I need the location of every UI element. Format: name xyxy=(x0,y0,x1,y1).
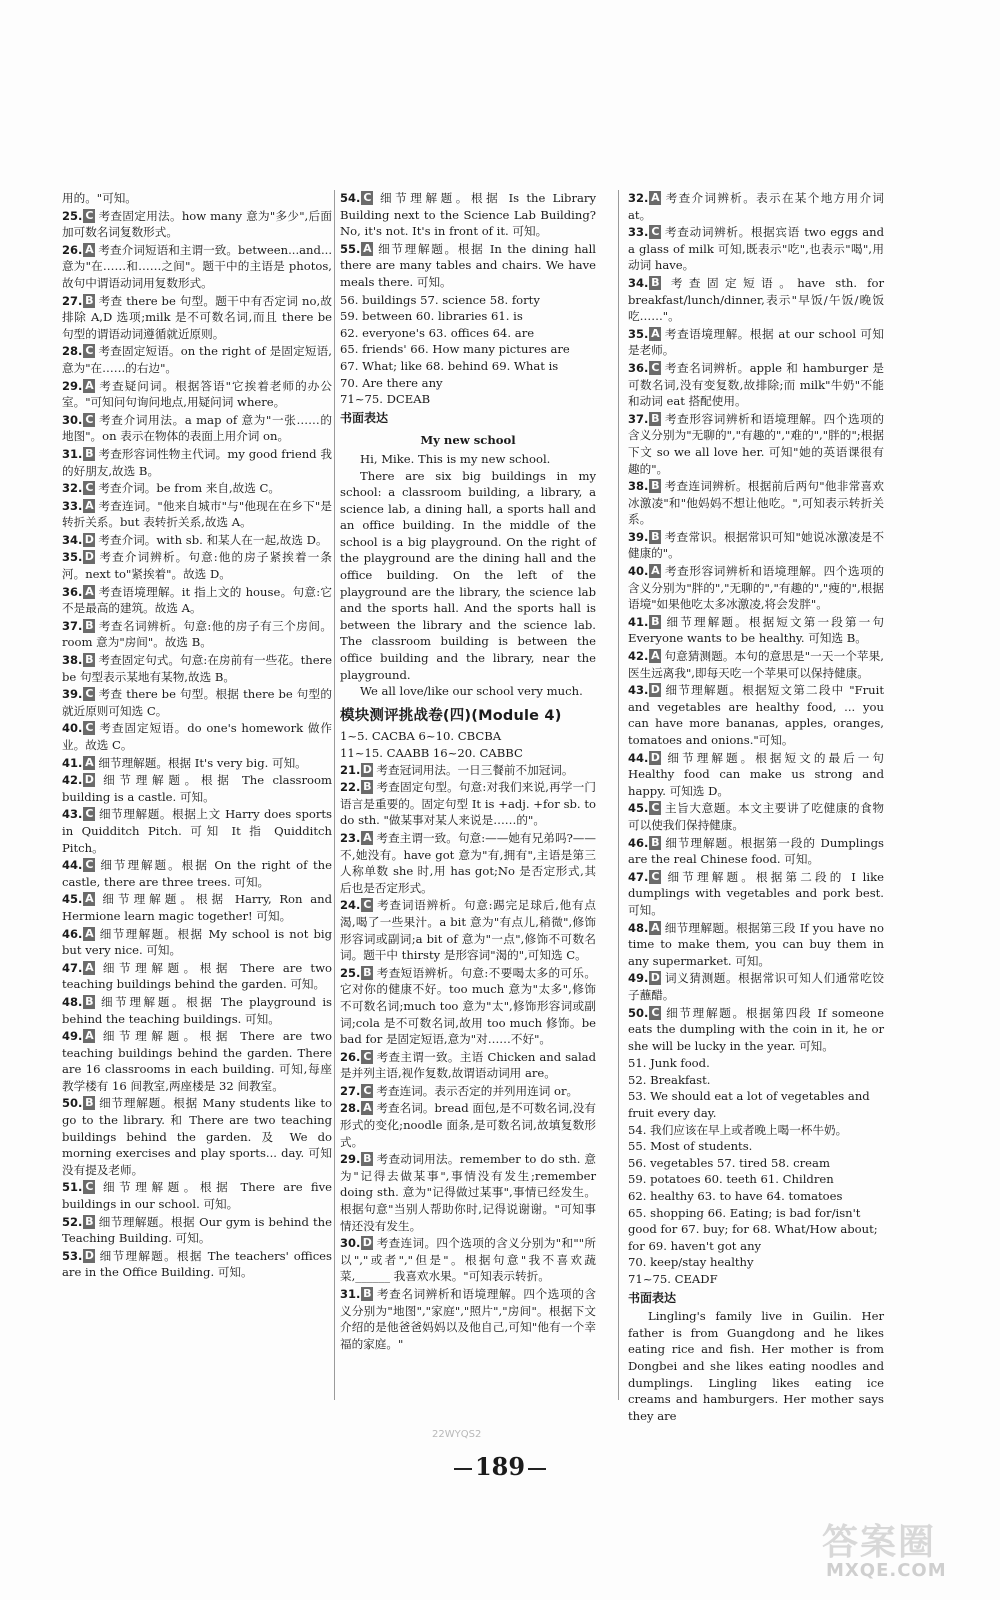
answer-item xyxy=(628,750,884,800)
answer-letter-badge: B xyxy=(651,614,660,628)
explanation-text: 考查 there be 句型。题干中有否定词 no,故排除 A,D 选项;milk 是不可数名词,而且 there be 句型的谓语动词遵循就近原则。 xyxy=(62,293,332,341)
answer-letter-badge: C xyxy=(363,1049,372,1063)
question-number: 51. xyxy=(62,1180,83,1195)
column-divider xyxy=(334,190,335,1400)
answer-letter-badge: B xyxy=(85,446,94,460)
answer-column-1 xyxy=(62,190,332,1282)
answer-item xyxy=(62,532,332,549)
essay-title: My new school xyxy=(420,433,516,448)
explanation-text: 考查形容词辨析和语境理解。四个选项的含义分别为"胖的","无聊的","有趣的","瘦的",根据语境"如果他吃太多冰激凌,将会发胖"。 xyxy=(628,564,884,612)
answer-letter-badge: B xyxy=(85,618,94,632)
answer-letter-badge: A xyxy=(85,1029,94,1043)
answer-column-2 xyxy=(340,190,596,1353)
answer-item xyxy=(62,772,332,805)
answer-letter-badge: B xyxy=(651,835,660,849)
answer-letter-badge: A xyxy=(651,326,660,340)
explanation-text: 考查形容词性物主代词。my good friend 我的好朋友,故选 B。 xyxy=(62,446,332,478)
question-number: 49. xyxy=(628,971,649,986)
answer-letter-badge: D xyxy=(84,550,94,564)
answer-letter-badge: A xyxy=(85,926,94,940)
answer-item xyxy=(62,1179,332,1212)
answer-letter-badge: C xyxy=(363,191,372,204)
answer-letter-badge: B xyxy=(363,780,372,794)
question-number: 47. xyxy=(628,869,649,884)
question-number: 23. xyxy=(340,830,361,845)
fill-answer-line: 62. healthy 63. to have 64. tomatoes xyxy=(628,1189,843,1204)
question-number: 46. xyxy=(628,835,649,850)
explanation-text: 考查连词。"他来自城市"与"他现在在乡下"是转折关系。but 表转折关系,故选 A。 xyxy=(62,498,332,530)
answer-letter-badge: B xyxy=(651,479,660,493)
module-title: 模块测评挑战卷(四)(Module 4) xyxy=(340,707,562,724)
fill-answer-line: 56. buildings 57. science 58. forty xyxy=(340,292,540,307)
explanation-text: 考查名词辨析。apple 和 hamburger 是可数名词,没有变复数,故排除;而 milk"牛奶"不能和动词 eat 搭配使用。 xyxy=(628,360,884,409)
answer-item xyxy=(628,1005,884,1055)
explanation-text: 细节理解题。根据第二段的 I like dumplings with vegetables and pork best. 可知。 xyxy=(628,869,884,917)
writing-heading: 书面表达 xyxy=(340,410,389,425)
question-number: 40. xyxy=(62,721,83,736)
answer-column-3 xyxy=(628,190,884,1424)
answer-letter-badge: A xyxy=(363,830,372,844)
question-number: 41. xyxy=(62,755,83,770)
choice-answers: 11~15. CAABB 16~20. CABBC xyxy=(340,746,523,760)
explanation-text: 细节理解题。根据 Our gym is behind the Teaching Building. 可知。 xyxy=(62,1214,332,1246)
answer-letter-badge: B xyxy=(363,1152,372,1166)
answer-item xyxy=(628,869,884,919)
fill-answer-line: 54. 我们应该在早上或者晚上喝一杯牛奶。 xyxy=(628,1122,848,1137)
answer-item xyxy=(340,1083,596,1100)
explanation-text: 细节理解题。根据 In the dining hall there are many tables and chairs. We have meals there. 可知。 xyxy=(340,241,596,289)
answer-item xyxy=(62,498,332,531)
explanation-text: 考查 there be 句型。根据 there be 句型的就近原则可知选 C。 xyxy=(62,687,332,718)
answer-item xyxy=(62,1095,332,1178)
answer-letter-badge: A xyxy=(363,241,372,255)
answer-item xyxy=(62,720,332,753)
explanation-text: 词义猜测题。根据常识可知人们通常吃饺子蘸醋。 xyxy=(628,971,884,1002)
fill-answer-line: 52. Breakfast. xyxy=(628,1072,711,1087)
explanation-text: 考查固定句型。句意:对我们来说,再学一门语言是重要的。固定句型 It is +adj. +for sb. to do sth. "做某事对某人来说是……的"。 xyxy=(340,780,596,828)
answer-letter-badge: A xyxy=(651,649,660,663)
answer-item xyxy=(62,343,332,376)
answer-letter-badge: B xyxy=(85,994,94,1008)
question-number: 34. xyxy=(62,532,83,547)
explanation-text: 考查词语辨析。句意:踢完足球后,他有点渴,喝了一些果汁。a bit 意为"有点儿,稍微",修饰形容词或副词;a bit of 意为"一点",修饰不可数名词。题干中 thirsty 是形容词"渴的",可知选 C。 xyxy=(340,898,596,963)
question-number: 47. xyxy=(62,960,83,975)
answer-item xyxy=(62,549,332,582)
explanation-text: 细节理解题。根据 There are five buildings in our school. 可知。 xyxy=(62,1180,332,1212)
question-number: 48. xyxy=(62,994,83,1009)
question-number: 39. xyxy=(62,687,83,702)
answer-item xyxy=(62,190,332,207)
question-number: 26. xyxy=(340,1049,361,1064)
answer-item xyxy=(628,275,884,325)
question-number: 27. xyxy=(340,1083,361,1098)
explanation-text: 考查介词辨析。表示在某个地方用介词 at。 xyxy=(628,191,884,222)
explanation-text: 细节理解题。根据 On the right of the castle, there are three trees. 可知。 xyxy=(62,858,332,889)
fill-answer-line: 53. We should eat a lot of vegetables and fruit every day. xyxy=(628,1089,870,1121)
explanation-text: 考查疑问词。根据答语"它挨着老师的办公室。"可知问句询问地点,用疑问词 where。 xyxy=(62,378,332,410)
answer-item xyxy=(340,965,596,1048)
answer-item xyxy=(62,412,332,445)
explanation-text: 细节理解题。根据 Many students like to go to the library. 和 There are two teaching buildings behind the garden. 及 We do morning exercises and play sports... day. 可知没有提及老师。 xyxy=(62,1096,332,1177)
explanation-text: 考查介词用法。a map of 意为"一张……的地图"。on 表示在物体的表面上用介词 on。 xyxy=(62,412,332,444)
answer-letter-badge: D xyxy=(362,762,372,776)
answer-item xyxy=(62,994,332,1027)
question-number: 27. xyxy=(62,293,83,308)
question-number: 37. xyxy=(628,411,649,426)
explanation-text: 考查连词。表示否定的并列用连词 or。 xyxy=(376,1083,579,1098)
writing-heading: 书面表达 xyxy=(628,1290,677,1305)
explanation-text: 考查介词。be from 来自,故选 C。 xyxy=(98,481,281,496)
explanation-text: 细节理解题。根据 The teachers' offices are in the Office Building. 可知。 xyxy=(62,1248,332,1280)
answer-letter-badge: D xyxy=(650,750,660,764)
answer-item xyxy=(62,618,332,651)
answer-letter-badge: B xyxy=(85,1214,94,1228)
explanation-text: 考查固定短语。have sth. for breakfast/lunch/dinner,表示"早饭/午饭/晚饭吃……"。 xyxy=(628,275,884,324)
answer-letter-badge: B xyxy=(363,1287,372,1300)
answer-letter-badge: A xyxy=(85,892,94,906)
question-number: 31. xyxy=(340,1287,361,1301)
answer-letter-badge: B xyxy=(85,653,94,667)
answer-item xyxy=(340,897,596,963)
answer-letter-badge: D xyxy=(650,971,660,985)
explanation-text: 考查常识。根据常识可知"她说冰激凌是不健康的"。 xyxy=(628,529,884,561)
answer-item xyxy=(628,800,884,833)
answer-letter-badge: C xyxy=(85,412,94,426)
question-number: 50. xyxy=(628,1005,649,1020)
answer-letter-badge: C xyxy=(85,807,94,821)
question-number: 37. xyxy=(62,618,83,633)
answer-letter-badge: D xyxy=(650,683,660,697)
explanation-text: 考查动词辨析。根据宾语 two eggs and a glass of milk 可知,既表示"吃",也表示"喝",用动词 have。 xyxy=(628,225,884,273)
question-number: 45. xyxy=(628,801,649,816)
answer-item xyxy=(628,648,884,681)
question-number: 32. xyxy=(62,481,83,496)
question-number: 50. xyxy=(62,1096,83,1111)
answer-item xyxy=(62,755,332,772)
answer-item xyxy=(62,1214,332,1247)
explanation-text: 句意猜测题。本句的意思是"一天一个苹果,医生远离我",即每天吃一个苹果可以保持健康。 xyxy=(628,649,884,680)
answer-letter-badge: A xyxy=(363,1101,372,1115)
answer-letter-badge: D xyxy=(84,1248,94,1262)
question-number: 48. xyxy=(628,920,649,935)
question-number: 26. xyxy=(62,242,83,257)
watermark-logo xyxy=(822,1512,972,1582)
answer-item xyxy=(62,242,332,292)
answer-item xyxy=(628,563,884,613)
explanation-text: 细节理解题。根据第四段 If someone eats the dumpling with the coin in it, he or she will be lucky in the year. 可知。 xyxy=(628,1005,884,1053)
essay-paragraph: Lingling's family live in Guilin. Her father is from Guangdong and he likes eating rice and fish. Her mother is from Dongbei and she likes eating noodles and dumplings. Lingling likes eating ice creams and hamburgers. Her mother says they are xyxy=(628,1309,884,1423)
answer-letter-badge: A xyxy=(85,498,94,512)
question-number: 42. xyxy=(628,649,649,664)
explanation-text: 考查语境理解。根据 at our school 可知是老师。 xyxy=(628,326,884,358)
answer-letter-badge: C xyxy=(651,360,660,374)
question-number: 24. xyxy=(340,898,361,913)
question-number: 46. xyxy=(62,926,83,941)
question-number: 32. xyxy=(628,191,649,205)
essay-paragraph: We all love/like our school very much. xyxy=(360,684,583,699)
answer-item xyxy=(628,411,884,477)
answer-letter-badge: B xyxy=(363,965,372,979)
question-number: 25. xyxy=(62,208,83,223)
question-number: 53. xyxy=(62,1248,83,1263)
answer-letter-badge: A xyxy=(85,960,94,974)
explanation-text: 细节理解题。根据 Is the Library Building next to the Science Lab Building? No, it's not. It's in front of it. 可知。 xyxy=(340,191,596,239)
question-number: 30. xyxy=(62,412,83,427)
model-essay xyxy=(628,1308,884,1424)
explanation-text: 细节理解题。根据 The playground is behind the teaching buildings. 可知。 xyxy=(62,994,332,1026)
answer-letter-badge: C xyxy=(85,1180,94,1194)
explanation-text: 考查介词短语和主谓一致。between...and... 意为"在……和……之间"。题干中的主语是 photos,故句中谓语动词用复数形式。 xyxy=(62,242,332,290)
print-code: 22WYQS2 xyxy=(432,1429,482,1440)
question-number: 49. xyxy=(62,1029,83,1044)
answer-item xyxy=(340,1100,596,1150)
answer-item xyxy=(340,241,596,291)
answer-item xyxy=(62,480,332,497)
explanation-text: 考查名词辨析和语境理解。四个选项的含义分别为"地图","家庭","照片","房间"。根据下文介绍的是他爸爸妈妈以及他自己,可知"他有一个幸福的家庭。" xyxy=(340,1287,596,1351)
answer-letter-badge: A xyxy=(85,755,94,769)
answer-letter-badge: C xyxy=(651,869,660,883)
answer-item xyxy=(628,224,884,274)
explanation-text: 考查介词。with sb. 和某人在一起,故选 D。 xyxy=(98,532,328,547)
answer-item xyxy=(62,1028,332,1094)
column-divider xyxy=(618,190,619,1400)
explanation-text: 细节理解题。根据第一段的 Dumplings are the real Chinese food. 可知。 xyxy=(628,835,884,867)
answer-item xyxy=(340,1151,596,1234)
question-number: 38. xyxy=(628,479,649,494)
answer-item xyxy=(340,830,596,896)
explanation-text: 考查连词。四个选项的含义分别为"和""所以","或者","但是"。根据句意"我不喜欢蔬菜,______ 我喜欢水果。"可知表示转折。 xyxy=(340,1236,596,1284)
explanation-text: 考查介词辨析。句意:他的房子紧挨着一条河。next to"紧挨着"。故选 D。 xyxy=(62,550,332,582)
question-number: 52. xyxy=(62,1214,83,1229)
answer-letter-badge: A xyxy=(651,920,660,934)
explanation-text: 考查语境理解。it 指上文的 house。句意:它不是最高的建筑。故选 A。 xyxy=(62,584,332,616)
explanation-text: 细节理解题。根据第三段 If you have no time to make them, you can buy them in any supermarket. 可知。 xyxy=(628,920,884,968)
fill-answer-line: 70. Are there any xyxy=(340,375,443,390)
answer-letter-badge: C xyxy=(85,858,94,872)
explanation-text: 细节理解题。根据 Harry, Ron and Hermione learn magic together! 可知。 xyxy=(62,892,332,923)
question-number: 33. xyxy=(62,498,83,513)
question-number: 28. xyxy=(62,344,83,359)
answer-item xyxy=(628,326,884,359)
question-number: 28. xyxy=(340,1101,361,1116)
question-number: 39. xyxy=(628,529,649,544)
fill-answer-line: 51. Junk food. xyxy=(628,1056,710,1071)
question-number: 35. xyxy=(628,326,649,341)
fill-answer-line: 55. Most of students. xyxy=(628,1139,753,1154)
question-number: 43. xyxy=(62,807,83,822)
essay-paragraph: There are six big buildings in my school: a classroom building, a library, a science lab, a dining hall, a sports hall and an office building. In the middle of the school is a big playground. On the right of the playground are the dining hall and the office building. On the left of the playground are the library, the science lab and the sports hall. And the sports hall is between the library and the science lab. The classroom building is between the office building and the library, near the playground. xyxy=(340,468,596,682)
answer-item xyxy=(340,1049,596,1082)
answer-letter-badge: C xyxy=(85,208,94,222)
fill-answer-line: 67. What; like 68. behind 69. What is xyxy=(340,358,559,373)
fill-answer-line: 62. everyone's 63. offices 64. are xyxy=(340,325,535,340)
explanation-text: 考查固定短语。do one's homework 做作业。故选 C。 xyxy=(62,721,332,752)
answer-item xyxy=(62,960,332,993)
question-number: 44. xyxy=(628,750,649,765)
answer-item xyxy=(628,920,884,970)
question-number: 38. xyxy=(62,653,83,668)
question-number: 36. xyxy=(628,360,649,375)
answer-letter-badge: A xyxy=(85,242,94,256)
answer-item xyxy=(628,614,884,647)
answer-letter-badge: C xyxy=(85,721,94,735)
explanation-text: 细节理解题。根据短文第二段中 "Fruit and vegetables are healthy food, ... you can have more bananas, apples, oranges, tomatoes and onions."可知。 xyxy=(628,683,884,747)
answer-letter-badge: D xyxy=(362,1236,372,1250)
answer-letter-badge: C xyxy=(85,344,94,358)
answer-item xyxy=(340,762,596,779)
logo-text: 答案圈 xyxy=(822,1522,937,1563)
answer-item xyxy=(62,686,332,719)
explanation-text: 考查固定用法。how many 意为"多少",后面加可数名词复数形式。 xyxy=(62,208,332,240)
fill-answer-line: 65. friends' 66. How many pictures are xyxy=(340,342,570,357)
explanation-text: 细节理解题。根据 The classroom building is a castle. 可知。 xyxy=(62,773,332,804)
answer-letter-badge: C xyxy=(651,225,660,239)
page-number: 189 xyxy=(440,1452,560,1481)
answer-letter-badge: B xyxy=(651,411,660,425)
question-number: 43. xyxy=(628,683,649,698)
answer-item xyxy=(62,926,332,959)
question-number: 40. xyxy=(628,564,649,579)
fill-answer-line: 59. potatoes 60. teeth 61. Children xyxy=(628,1172,834,1187)
answer-item xyxy=(628,478,884,528)
question-number: 29. xyxy=(340,1152,361,1167)
question-number: 29. xyxy=(62,378,83,393)
fill-answer-line: 65. shopping 66. Eating; is bad for/isn't good for 67. buy; for 68. What/How about; for 69. haven't got any xyxy=(628,1205,878,1253)
answer-letter-badge: B xyxy=(85,293,94,307)
question-number: 45. xyxy=(62,892,83,907)
question-number: 55. xyxy=(340,241,361,256)
explanation-text: 细节理解题。根据 There are two teaching buildings behind the garden. There are 16 classrooms in each building. 可知,每座教学楼有 16 间教室,两座楼是 32 间教室。 xyxy=(62,1029,332,1093)
question-number: 33. xyxy=(628,225,649,240)
question-number: 30. xyxy=(340,1236,361,1251)
explanation-text: 细节理解题。根据 It's very big. 可知。 xyxy=(98,755,307,770)
answer-item xyxy=(628,360,884,410)
question-number: 25. xyxy=(340,965,361,980)
answer-item xyxy=(62,857,332,890)
answer-item xyxy=(340,1286,596,1352)
explanation-text: 考查固定短语。on the right of 是固定短语,意为"在……的右边"。 xyxy=(62,344,332,375)
explanation-text: 考查名词。bread 面包,是不可数名词,没有形式的变化;noodle 面条,是可数名词,故填复数形式。 xyxy=(340,1101,596,1149)
question-number: 21. xyxy=(340,762,361,777)
answer-letter-badge: C xyxy=(363,898,372,912)
explanation-text: 细节理解题。根据 There are two teaching buildings behind the garden. 可知。 xyxy=(62,960,332,992)
answer-item xyxy=(62,293,332,343)
explanation-text: 考查固定句式。句意:在房前有一些花。there be 句型表示某地有某物,故选 B。 xyxy=(62,653,332,684)
model-essay xyxy=(340,432,596,700)
question-number: 22. xyxy=(340,780,361,795)
explanation-text: 细节理解题。根据短文的最后一句 Healthy food can make us strong and happy. 可知选 D。 xyxy=(628,750,884,798)
explanation-text: 考查形容词辨析和语境理解。四个选项的含义分别为"无聊的","有趣的","难的","胖的";根据下文 so we all love her. 可知"她的英语课很有趣的"。 xyxy=(628,411,884,476)
answer-letter-badge: C xyxy=(651,1005,660,1019)
answer-letter-badge: A xyxy=(651,191,660,204)
fill-answer-line: 59. between 60. libraries 61. is xyxy=(340,309,523,324)
answer-letter-badge: B xyxy=(85,1096,94,1110)
logo-domain: MXQE.COM xyxy=(826,1560,947,1581)
answer-item xyxy=(62,378,332,411)
question-number: 44. xyxy=(62,858,83,873)
answer-item xyxy=(62,446,332,479)
explanation-text: 考查主谓一致。句意:——她有兄弟吗?——不,她没有。have got 意为"有,拥有",主语是第三人称单数 she 时,用 has got;No 是否定形式,其后也是否定形式。 xyxy=(340,830,596,895)
answer-letter-badge: C xyxy=(85,481,94,495)
question-number: 42. xyxy=(62,773,83,788)
answer-item xyxy=(628,190,884,223)
answer-letter-badge: B xyxy=(651,275,660,289)
question-number: 54. xyxy=(340,191,361,205)
explanation-text: 考查短语辨析。句意:不要喝太多的可乐。它对你的健康不好。too much 意为"太多",修饰不可数名词;much too 意为"太",修饰形容词或副词;cola 是不可数名词,故用 too much 修饰。be bad for 是固定短语,意为"对……不好"。 xyxy=(340,965,596,1047)
answer-letter-badge: B xyxy=(651,529,660,543)
answer-item xyxy=(628,970,884,1003)
explanation-text: 考查动词用法。remember to do sth. 意为"记得去做某事",事情没有发生;remember doing sth. 意为"记得做过某事",事情已经发生。根据句意"当别人帮助你时,记得说谢谢。"可知事情还没有发生。 xyxy=(340,1152,596,1233)
answer-letter-badge: C xyxy=(363,1083,372,1097)
explanation-text: 考查冠词用法。一日三餐前不加冠词。 xyxy=(376,762,574,777)
explanation-text: 细节理解题。根据短文第一段第一句 Everyone wants to be healthy. 可知选 B。 xyxy=(628,614,884,646)
answer-letter-badge: A xyxy=(85,584,94,598)
fill-answer-line: 71~75. DCEAB xyxy=(340,392,431,407)
explanation-text: 细节理解题。根据上文 Harry does sports in Quidditch Pitch. 可知 It 指 Quidditch Pitch。 xyxy=(62,807,332,855)
explanation-text: 用的。"可知。 xyxy=(62,191,137,205)
explanation-text: 考查连词辨析。根据前后两句"他非常喜欢冰激凌"和"他妈妈不想让他吃。",可知表示转折关系。 xyxy=(628,479,884,527)
answer-item xyxy=(340,190,596,240)
answer-item xyxy=(62,1248,332,1281)
essay-paragraph: Hi, Mike. This is my new school. xyxy=(360,451,551,466)
answer-item xyxy=(628,835,884,868)
question-number: 34. xyxy=(628,275,649,290)
answer-item xyxy=(340,779,596,829)
answer-letter-badge: D xyxy=(84,773,94,787)
answer-item xyxy=(340,1235,596,1285)
explanation-text: 主旨大意题。本文主要讲了吃健康的食物可以使我们保持健康。 xyxy=(628,801,884,832)
question-number: 36. xyxy=(62,584,83,599)
answer-item xyxy=(62,652,332,685)
fill-answer-line: 56. vegetables 57. tired 58. cream xyxy=(628,1155,830,1170)
answer-item xyxy=(62,806,332,856)
explanation-text: 考查主谓一致。主语 Chicken and salad 是并列主语,视作复数,故谓语动词用 are。 xyxy=(340,1049,596,1081)
answer-letter-badge: A xyxy=(85,378,94,392)
choice-answers: 1~5. CACBA 6~10. CBCBA xyxy=(340,729,502,744)
answer-letter-badge: D xyxy=(84,532,94,546)
answer-letter-badge: C xyxy=(651,801,660,815)
answer-letter-badge: C xyxy=(85,687,94,701)
fill-answer-line: 70. keep/stay healthy xyxy=(628,1255,754,1270)
fill-answer-line: 71~75. CEADF xyxy=(628,1272,718,1286)
answer-item xyxy=(62,208,332,241)
question-number: 35. xyxy=(62,550,83,565)
answer-item xyxy=(62,584,332,617)
answer-item xyxy=(62,891,332,924)
question-number: 31. xyxy=(62,446,83,461)
answer-item xyxy=(628,529,884,562)
answer-item xyxy=(628,682,884,748)
answer-letter-badge: A xyxy=(651,564,660,578)
question-number: 41. xyxy=(628,614,649,629)
explanation-text: 细节理解题。根据 My school is not big but very nice. 可知。 xyxy=(62,926,332,958)
explanation-text: 考查名词辨析。句意:他的房子有三个房间。room 意为"房间"。故选 B。 xyxy=(62,618,332,650)
